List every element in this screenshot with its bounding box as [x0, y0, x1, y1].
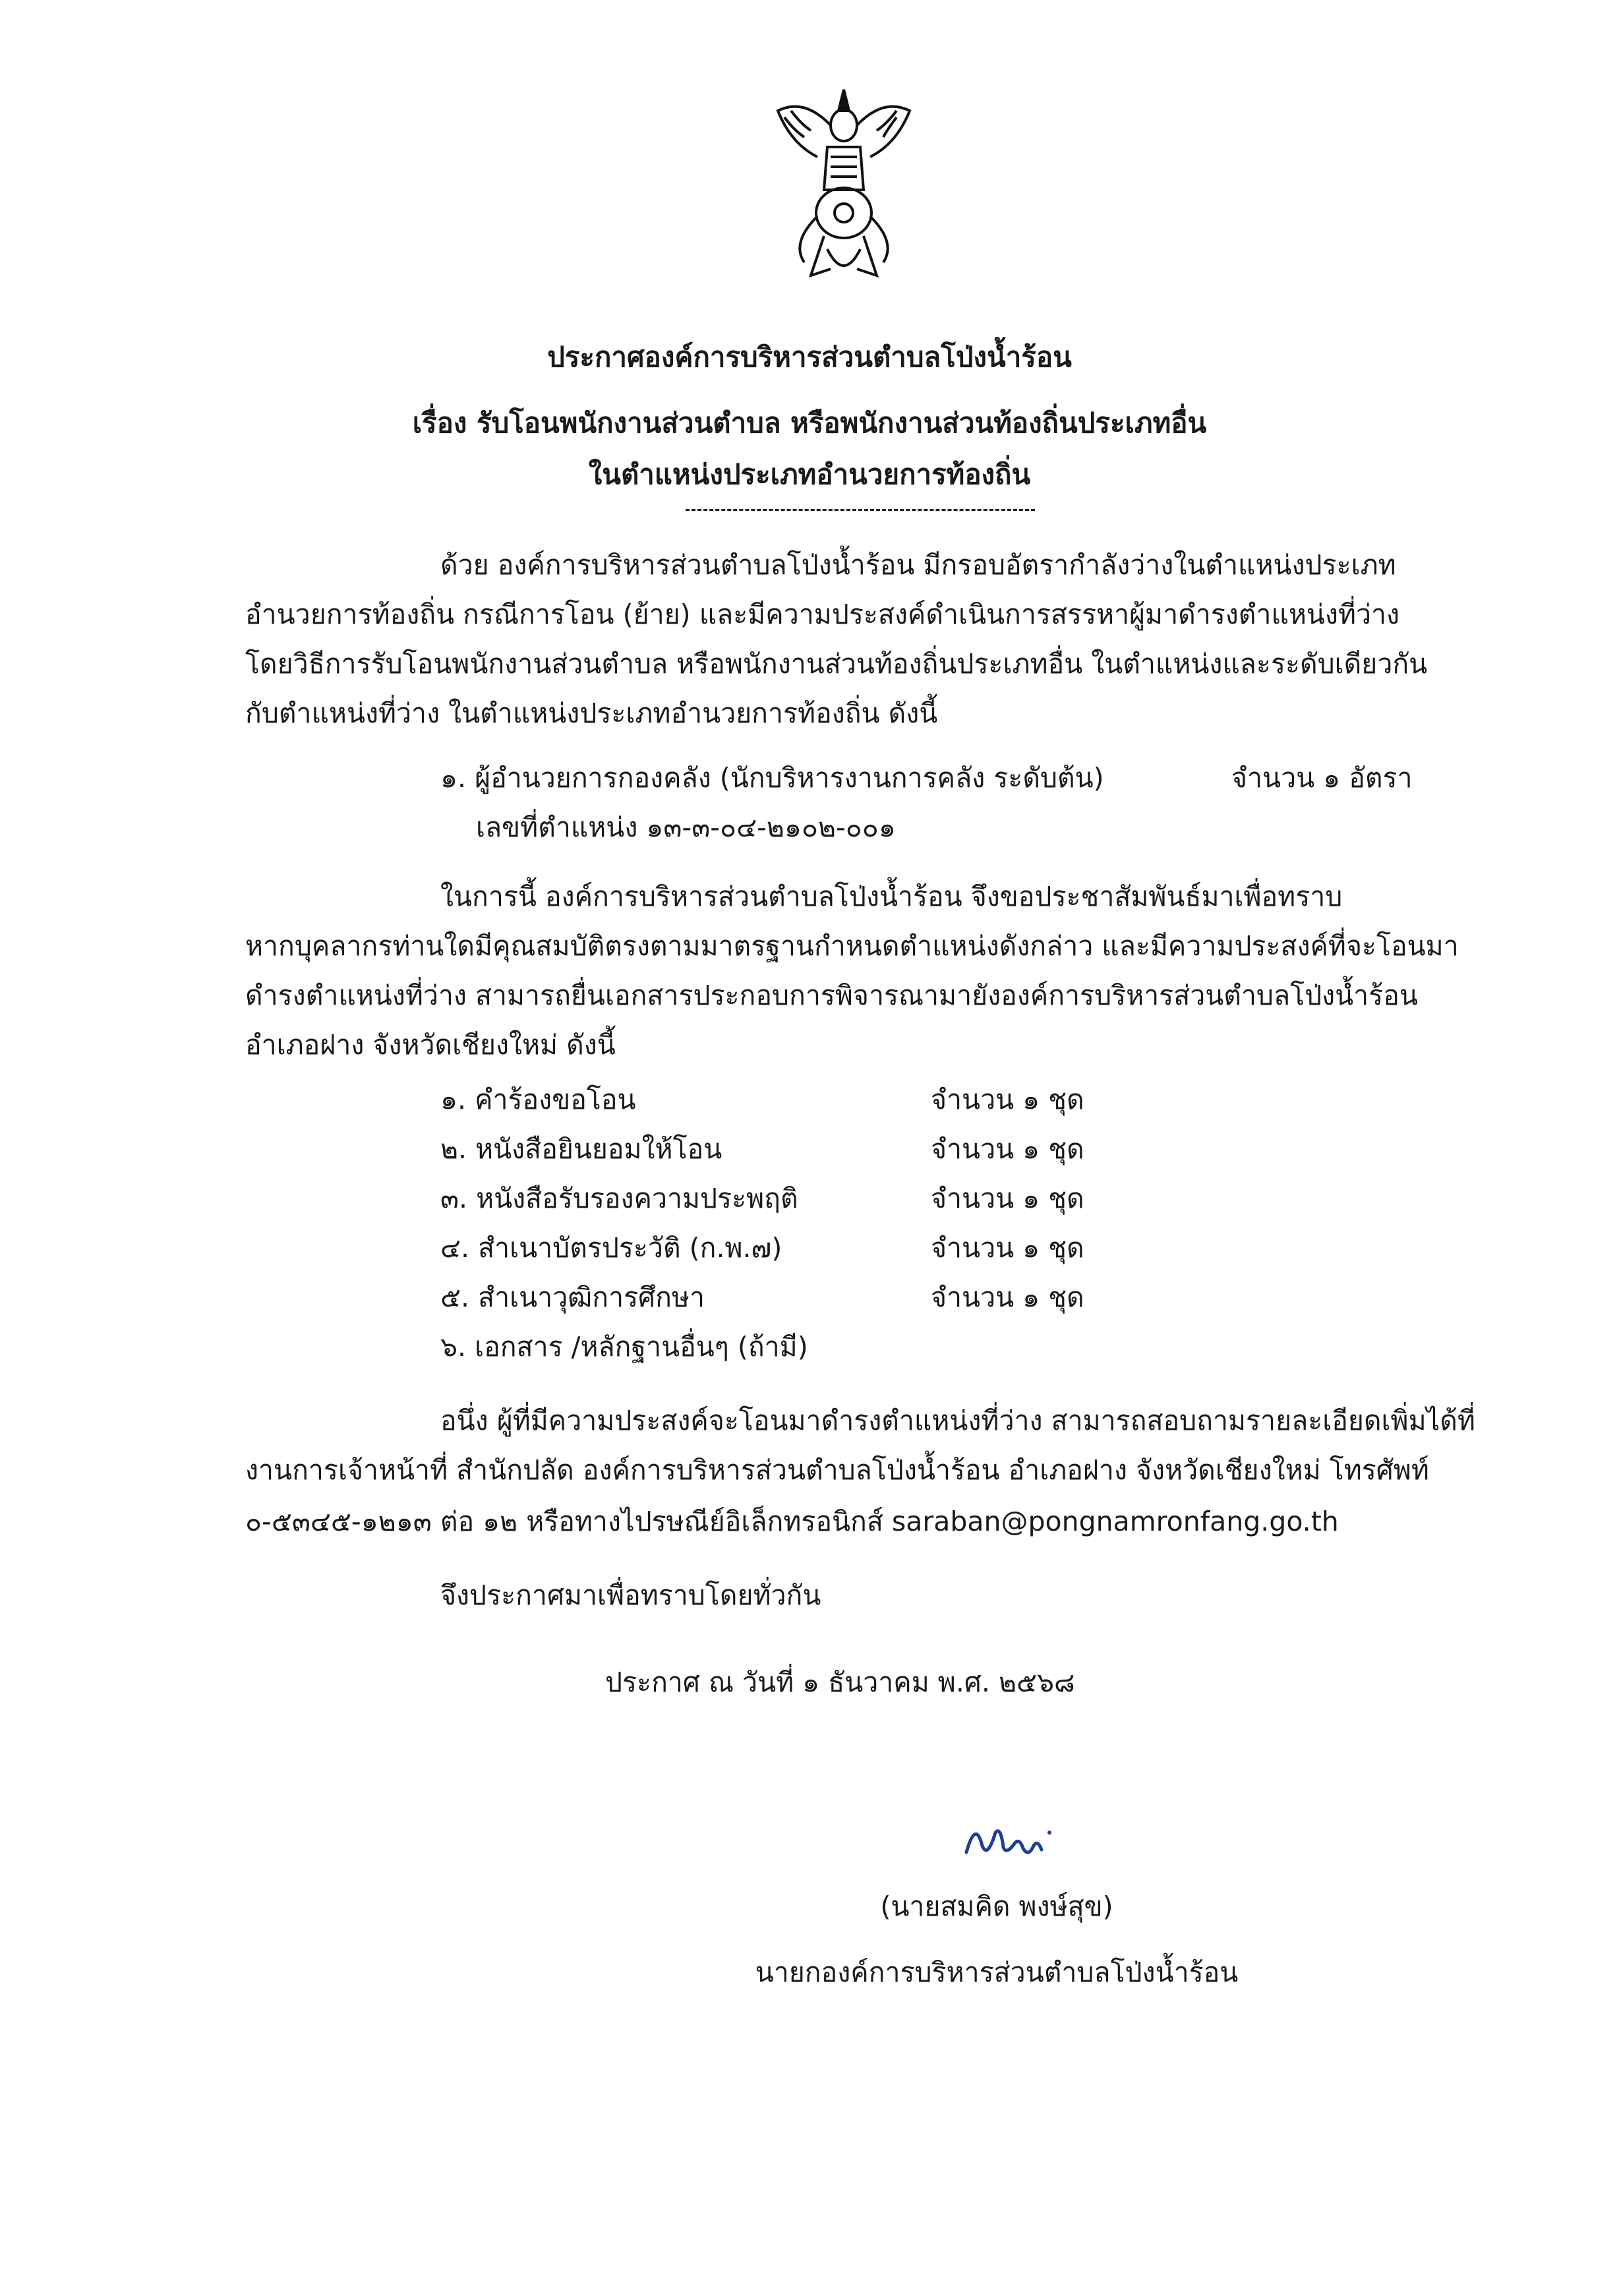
position-count: จำนวน ๑ อัตรา [1231, 762, 1413, 794]
handwritten-signature [962, 1806, 1094, 1872]
documents-intro-line-4: อำเภอฝาง จังหวัดเชียงใหม่ ดังนี้ [245, 1029, 616, 1061]
title-divider [686, 509, 1035, 511]
list-item-qty: จำนวน ๑ ชุด [931, 1183, 1084, 1214]
documents-intro-line-3: ดำรงตำแหน่งที่ว่าง สามารถยื่นเอกสารประกอบการพิจารณามายังองค์การบริหารส่วนตำบลโป่งน้ำร้อน [245, 980, 1418, 1011]
list-item-qty: จำนวน ๑ ชุด [931, 1232, 1084, 1264]
intro-line-2: อำนวยการท้องถิ่น กรณีการโอน (ย้าย) และมีความประสงค์ดำเนินการสรรหาผู้มาดำรงตำแหน่งที่ว่าง [245, 599, 1400, 630]
announcement-date: ประกาศ ณ วันที่ ๑ ธันวาคม พ.ศ. ๒๕๖๘ [605, 1666, 1075, 1698]
intro-line-3: โดยวิธีการรับโอนพนักงานส่วนตำบล หรือพนักงานส่วนท้องถิ่นประเภทอื่น ในตำแหน่งและระดับเดียวกัน [245, 648, 1428, 680]
position-item: ๑. ผู้อำนวยการกองคลัง (นักบริหารงานการคลัง ระดับต้น) [440, 762, 1104, 794]
announcement-subject-position: ในตำแหน่งประเภทอำนวยการท้องถิ่น [588, 458, 1031, 490]
list-item: ๖. เอกสาร /หลักฐานอื่นๆ (ถ้ามี) [440, 1331, 808, 1363]
position-number: เลขที่ตำแหน่ง ๑๓-๓-๐๔-๒๑๐๒-๐๐๑ [476, 811, 896, 843]
announcement-title: ประกาศองค์การบริหารส่วนตำบลโป่งน้ำร้อน [547, 341, 1072, 373]
list-item: ๑. คำร้องขอโอน [440, 1084, 636, 1115]
documents-intro-line-2: หากบุคลากรท่านใดมีคุณสมบัติตรงตามมาตรฐานกำหนดตำแหน่งดังกล่าว และมีความประสงค์ที่จะโอนมา [245, 930, 1459, 962]
list-item-qty: จำนวน ๑ ชุด [931, 1084, 1084, 1115]
list-item: ๔. สำเนาบัตรประวัติ (ก.พ.๗) [440, 1232, 782, 1264]
signatory-name: (นายสมคิด พงษ์สุข) [880, 1891, 1113, 1922]
announcement-subject: เรื่อง รับโอนพนักงานส่วนตำบล หรือพนักงานส่วนท้องถิ่นประเภทอื่น [412, 407, 1207, 439]
list-item-qty: จำนวน ๑ ชุด [931, 1133, 1084, 1165]
list-item-qty: จำนวน ๑ ชุด [931, 1281, 1084, 1313]
contact-line-3: ๐-๕๓๔๕-๑๒๑๓ ต่อ ๑๒ หรือทางไปรษณีย์อิเล็กทรอนิกส์ saraban@pongnamronfang.go.th [245, 1506, 1339, 1537]
closing-text: จึงประกาศมาเพื่อทราบโดยทั่วกัน [440, 1579, 821, 1611]
list-item: ๒. หนังสือยินยอมให้โอน [440, 1133, 722, 1165]
garuda-emblem-icon [765, 84, 923, 285]
contact-line-2: งานการเจ้าหน้าที่ สำนักปลัด องค์การบริหารส่วนตำบลโป่งน้ำร้อน อำเภอฝาง จังหวัดเชียงใหม่ โทรศัพท์ [245, 1454, 1429, 1486]
list-item: ๕. สำเนาวุฒิการศึกษา [440, 1281, 705, 1313]
documents-intro-line-1: ในการนี้ องค์การบริหารส่วนตำบลโป่งน้ำร้อน จึงขอประชาสัมพันธ์มาเพื่อทราบ [440, 881, 1343, 912]
signatory-title: นายกองค์การบริหารส่วนตำบลโป่งน้ำร้อน [755, 1957, 1239, 1988]
contact-line-1: อนึ่ง ผู้ที่มีความประสงค์จะโอนมาดำรงตำแหน่งที่ว่าง สามารถสอบถามรายละเอียดเพิ่มได้ที่ [440, 1405, 1475, 1436]
intro-line-1: ด้วย องค์การบริหารส่วนตำบลโป่งน้ำร้อน มีกรอบอัตรากำลังว่างในตำแหน่งประเภท [440, 549, 1396, 581]
intro-line-4: กับตำแหน่งที่ว่าง ในตำแหน่งประเภทอำนวยการท้องถิ่น ดังนี้ [245, 697, 938, 729]
list-item: ๓. หนังสือรับรองความประพฤติ [440, 1183, 798, 1214]
